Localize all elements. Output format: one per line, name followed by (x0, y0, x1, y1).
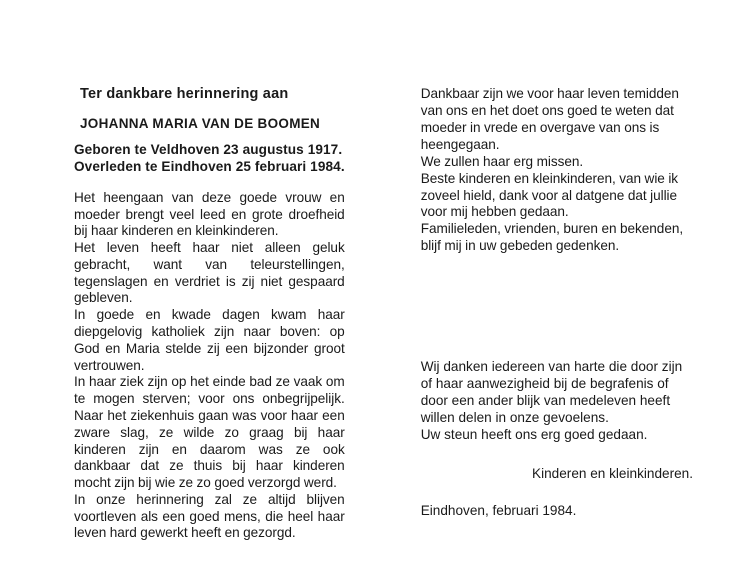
right-paragraph-4: Familieleden, vrienden, buren en bekenden, blijf mij in uw gebeden gedenken. (420, 221, 684, 254)
deceased-name: JOHANNA MARIA VAN DE BOOMEN (80, 116, 321, 131)
right-column (355, 86, 701, 545)
left-column (34, 86, 355, 545)
left-paragraph-1: Het heengaan van deze goede vrouw en moeder brengt veel leed en grote droefheid bij haar kinderen en kleinkinderen. (74, 189, 345, 239)
thanks-paragraph-2: Uw steun heeft ons erg goed gedaan. (420, 426, 648, 442)
dedication-line: Ter dankbare herinnering aan (80, 86, 289, 102)
death-line: Overleden te Eindhoven 25 februari 1984. (74, 159, 345, 175)
column-spacer (421, 255, 695, 359)
right-paragraph-3: Beste kinderen en kleinkinderen, van wie ik zoveel hield, dank voor al datgene dat jullie voor mij hebben gedaan. (420, 170, 679, 220)
thanks-paragraph-1: Wij danken iedereen van harte die door zijn of haar aanwezigheid bij de begrafenis of door een ander blijk van medeleven heeft willen delen in onze gevoelens. (420, 359, 683, 425)
left-paragraph-2: Het leven heeft haar niet alleen geluk gebracht, want van teleurstellingen, tegenslagen en verdriet is zij niet gespaard gebleven. (74, 240, 345, 306)
place-date-line: Eindhoven, februari 1984. (420, 502, 577, 518)
left-paragraph-4: In haar ziek zijn op het einde bad ze vaak om te mogen sterven; voor ons onbegrijpelijk. Naar het ziekenhuis gaan was voor haar een zware slag, ze wilde zo graag bij haar kinderen zijn en daarom was ze ook dankbaar dat ze thuis bij haar kinderen mocht zijn bij wie ze zo goed verzorgd werd. (74, 374, 345, 491)
left-paragraph-5: In onze herinnering zal ze altijd blijven voortleven als een goed mens, die heel haar leven hard gewerkt heeft en gezorgd. (74, 491, 345, 541)
right-paragraph-2: We zullen haar erg missen. (420, 153, 584, 169)
right-paragraph-1: Dankbaar zijn we voor haar leven temidden van ons en het doet ons goed te weten dat moeder in vrede en overgave van ons is heengegaan. (420, 86, 679, 152)
birth-line: Geboren te Veldhoven 23 augustus 1917. (74, 142, 343, 157)
life-dates (74, 141, 345, 176)
left-paragraph-3: In goede en kwade dagen kwam haar diepgelovig katholiek zijn naar boven: op God en Maria stelde zij een bijzonder groot vertrouwen. (74, 307, 345, 373)
signature-line: Kinderen en kleinkinderen. (532, 465, 693, 481)
